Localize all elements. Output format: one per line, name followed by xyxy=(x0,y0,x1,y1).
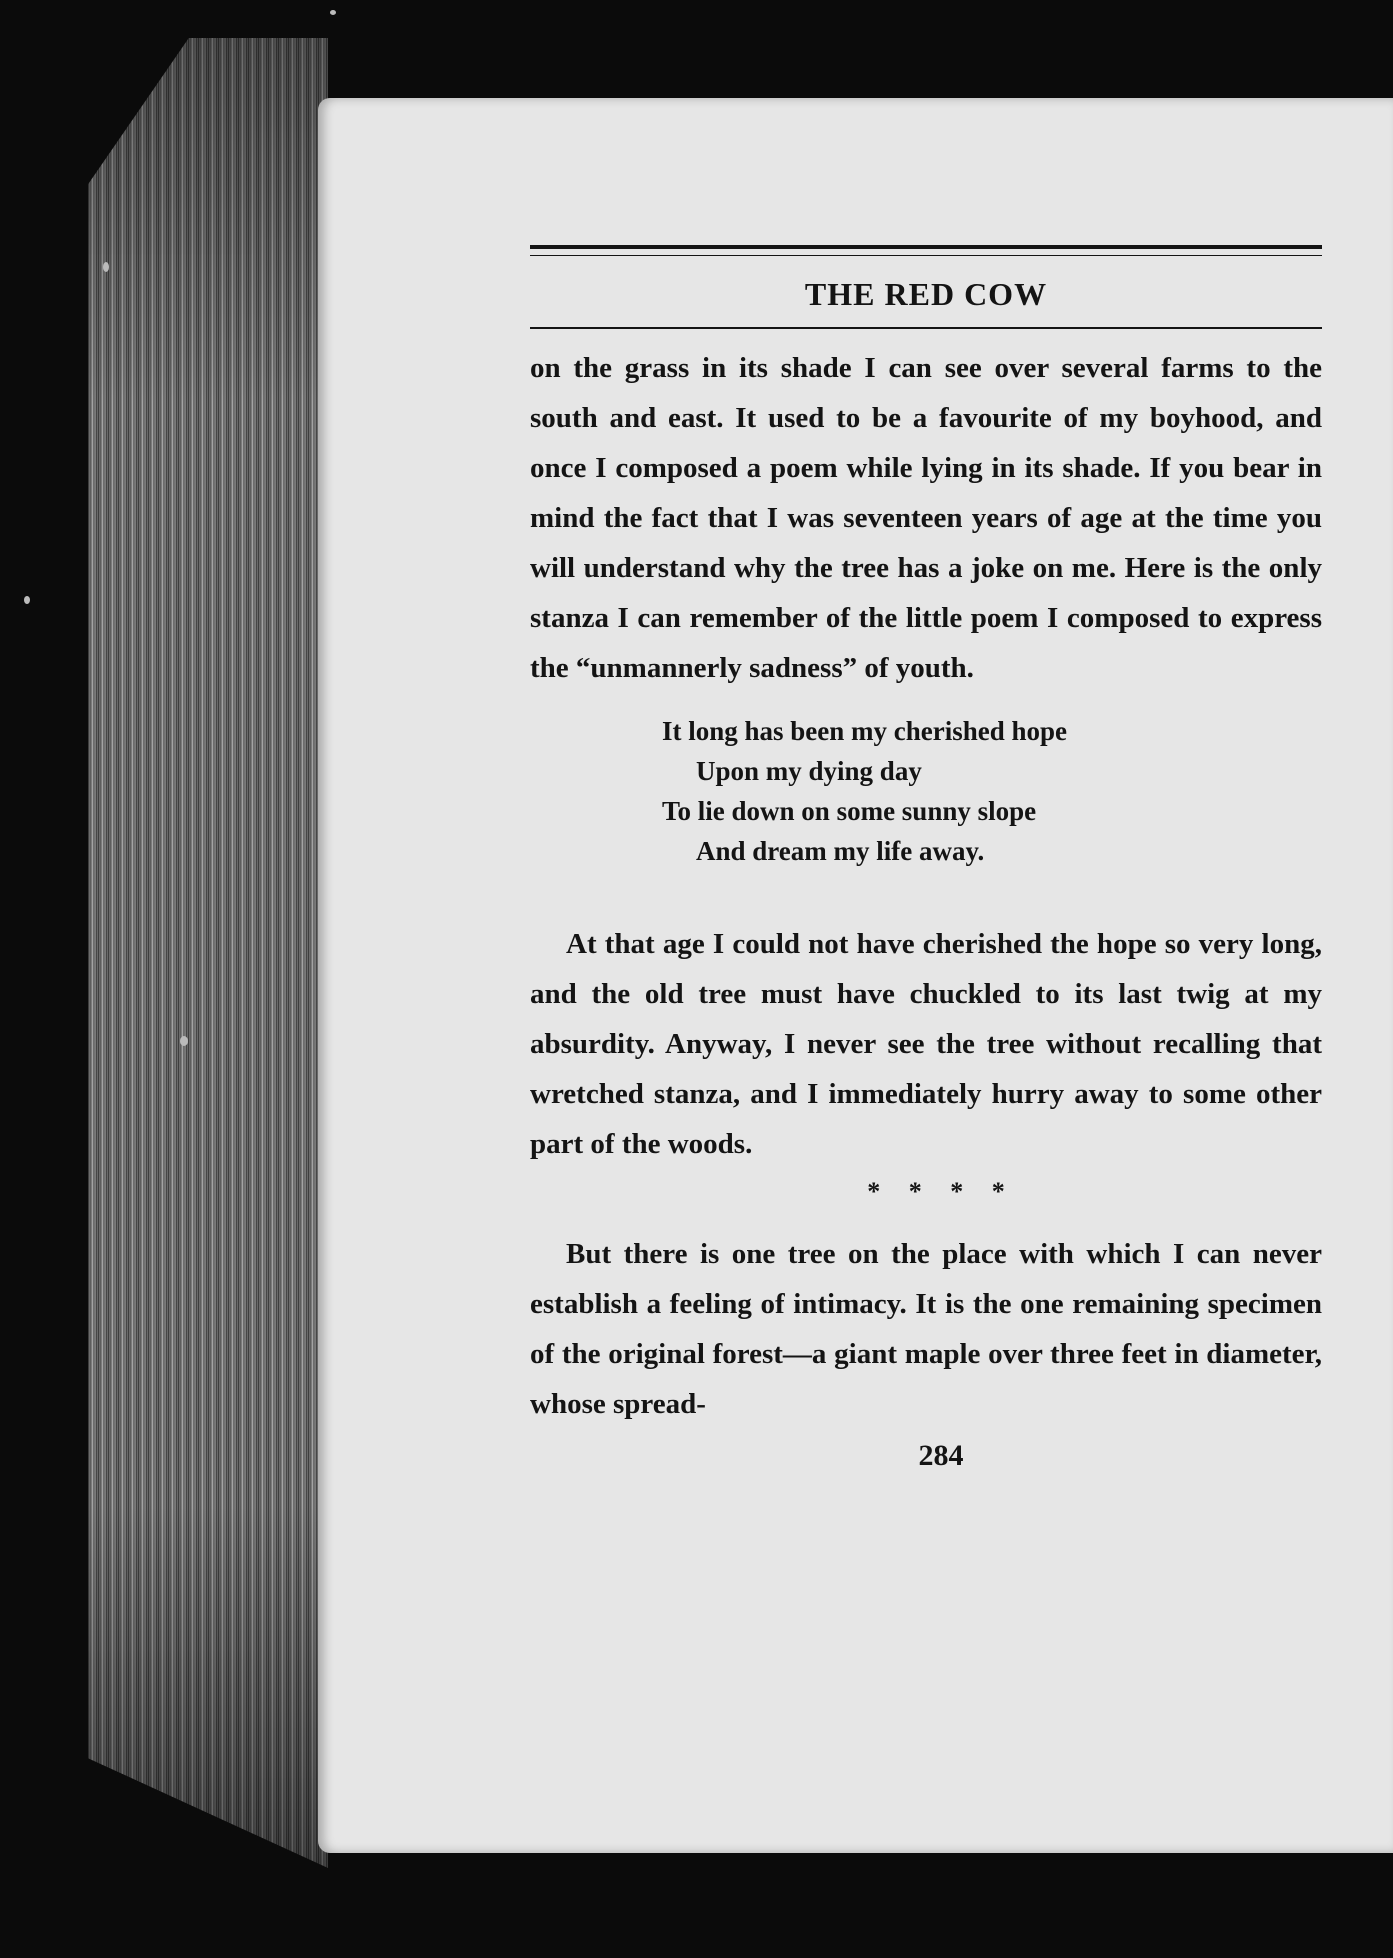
dust-speck xyxy=(24,596,30,604)
paragraph-continued: on the grass in its shade I can see over several farms to the south and east. It used to be a favourite of my boyhood, and once I composed a poem while lying in its shade. If you bear in mind the fact that I was seventeen years of age at the time you will understand why the tree has a joke on me. Here is the only stanza I can remember of the little poem I composed to express the “unmannerly sadness” of youth. xyxy=(530,352,1322,684)
paragraph-absurdity: At that age I could not have cherished the hope so very long, and the old tree must have chuckled to its last twig at my absurdity. Anyway, I never see the tree without recalling that wretched stanza, and I immediately hurry away to some other part of the woods. xyxy=(530,928,1322,1160)
poem-line: It long has been my cherished hope xyxy=(662,716,1068,746)
poem-stanza xyxy=(662,711,1322,871)
running-head: THE RED COW xyxy=(804,276,1048,312)
header-double-rule xyxy=(530,245,1322,256)
dust-speck xyxy=(180,1036,188,1046)
page-number: 284 xyxy=(918,1439,964,1472)
header-rule xyxy=(530,327,1322,329)
poem-line: And dream my life away. xyxy=(696,836,985,866)
dust-speck xyxy=(103,262,109,272)
book-page-edges xyxy=(88,38,328,1868)
section-break: * * * * xyxy=(867,1177,1005,1206)
paragraph-maple: But there is one tree on the place with which I can never establish a feeling of intimacy. It is the one remaining specimen of the original forest—a giant maple over three feet in diameter, whose spread- xyxy=(530,1238,1322,1420)
dust-speck xyxy=(330,10,336,15)
page-content xyxy=(530,245,1322,1473)
poem-line: To lie down on some sunny slope xyxy=(662,796,1037,826)
poem-line: Upon my dying day xyxy=(696,756,922,786)
